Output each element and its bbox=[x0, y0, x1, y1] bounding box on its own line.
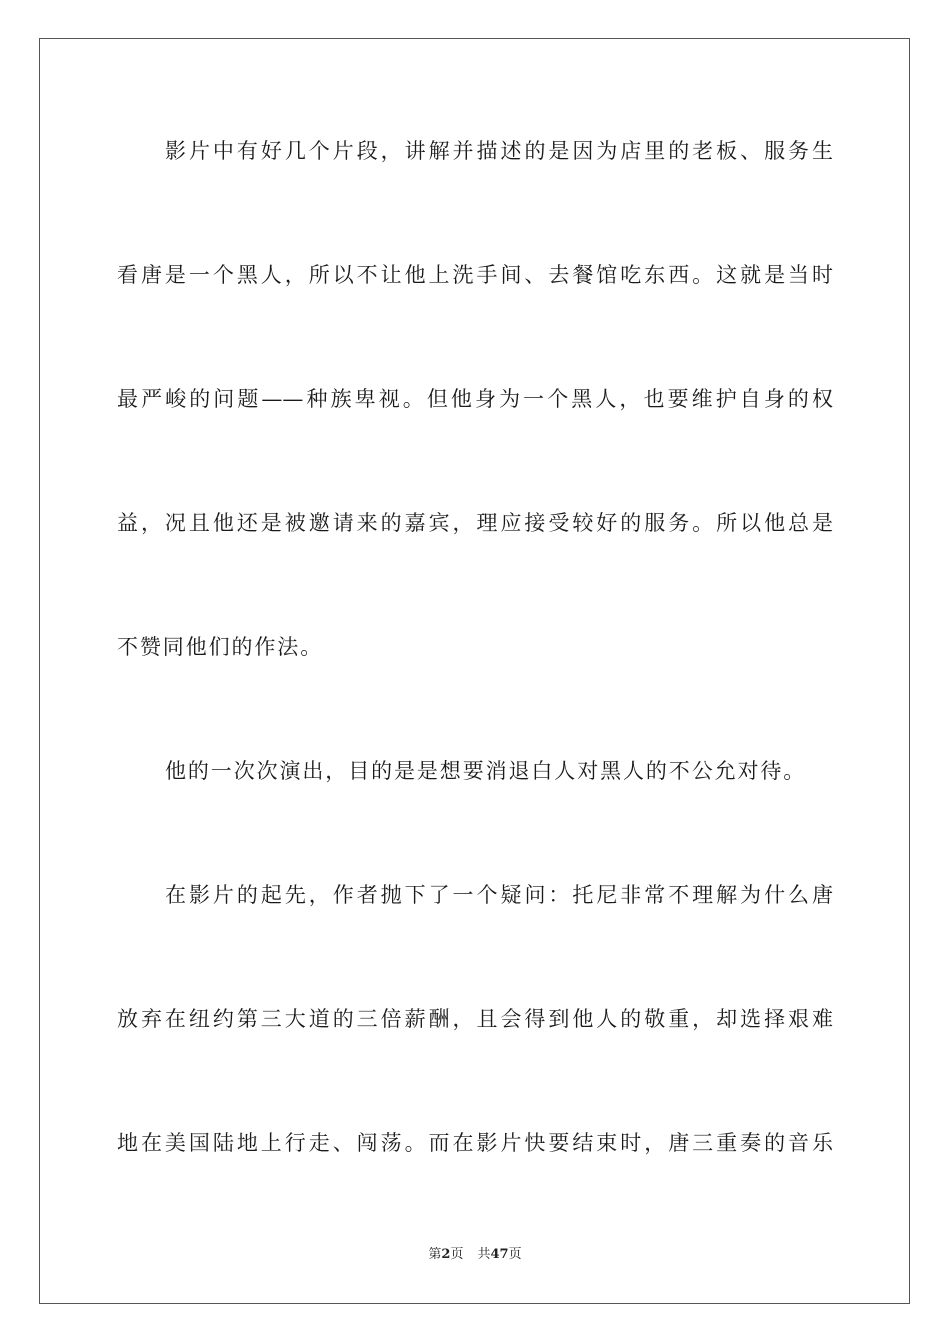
page-border bbox=[39, 38, 910, 1304]
total-pages: 47 bbox=[490, 1247, 509, 1262]
page-prefix: 第 bbox=[428, 1247, 442, 1262]
total-suffix: 页 bbox=[508, 1247, 522, 1262]
paragraph-line: 最严峻的问题——种族卑视。但他身为一个黑人，也要维护自身的权 bbox=[117, 387, 833, 411]
paragraph-line: 放弃在纽约第三大道的三倍薪酬，且会得到他人的敬重，却选择艰难 bbox=[117, 1007, 833, 1031]
paragraph-line: 他的一次次演出，目的是是想要消退白人对黑人的不公允对待。 bbox=[165, 759, 807, 783]
paragraph-line: 不赞同他们的作法。 bbox=[117, 635, 324, 659]
paragraph-line: 益，况且他还是被邀请来的嘉宾，理应接受较好的服务。所以他总是 bbox=[117, 511, 833, 535]
page-number: 2 bbox=[441, 1247, 451, 1262]
page-footer bbox=[0, 1246, 950, 1264]
paragraph-line: 看唐是一个黑人，所以不让他上洗手间、去餐馆吃东西。这就是当时 bbox=[117, 263, 833, 287]
paragraph-line: 在影片的起先，作者抛下了一个疑问：托尼非常不理解为什么唐 bbox=[165, 883, 833, 907]
paragraph-line: 地在美国陆地上行走、闯荡。而在影片快要结束时，唐三重奏的音乐 bbox=[117, 1131, 833, 1155]
paragraph-line: 影片中有好几个片段，讲解并描述的是因为店里的老板、服务生 bbox=[165, 139, 833, 163]
total-prefix: 共 bbox=[477, 1247, 491, 1262]
page-suffix: 页 bbox=[450, 1247, 464, 1262]
